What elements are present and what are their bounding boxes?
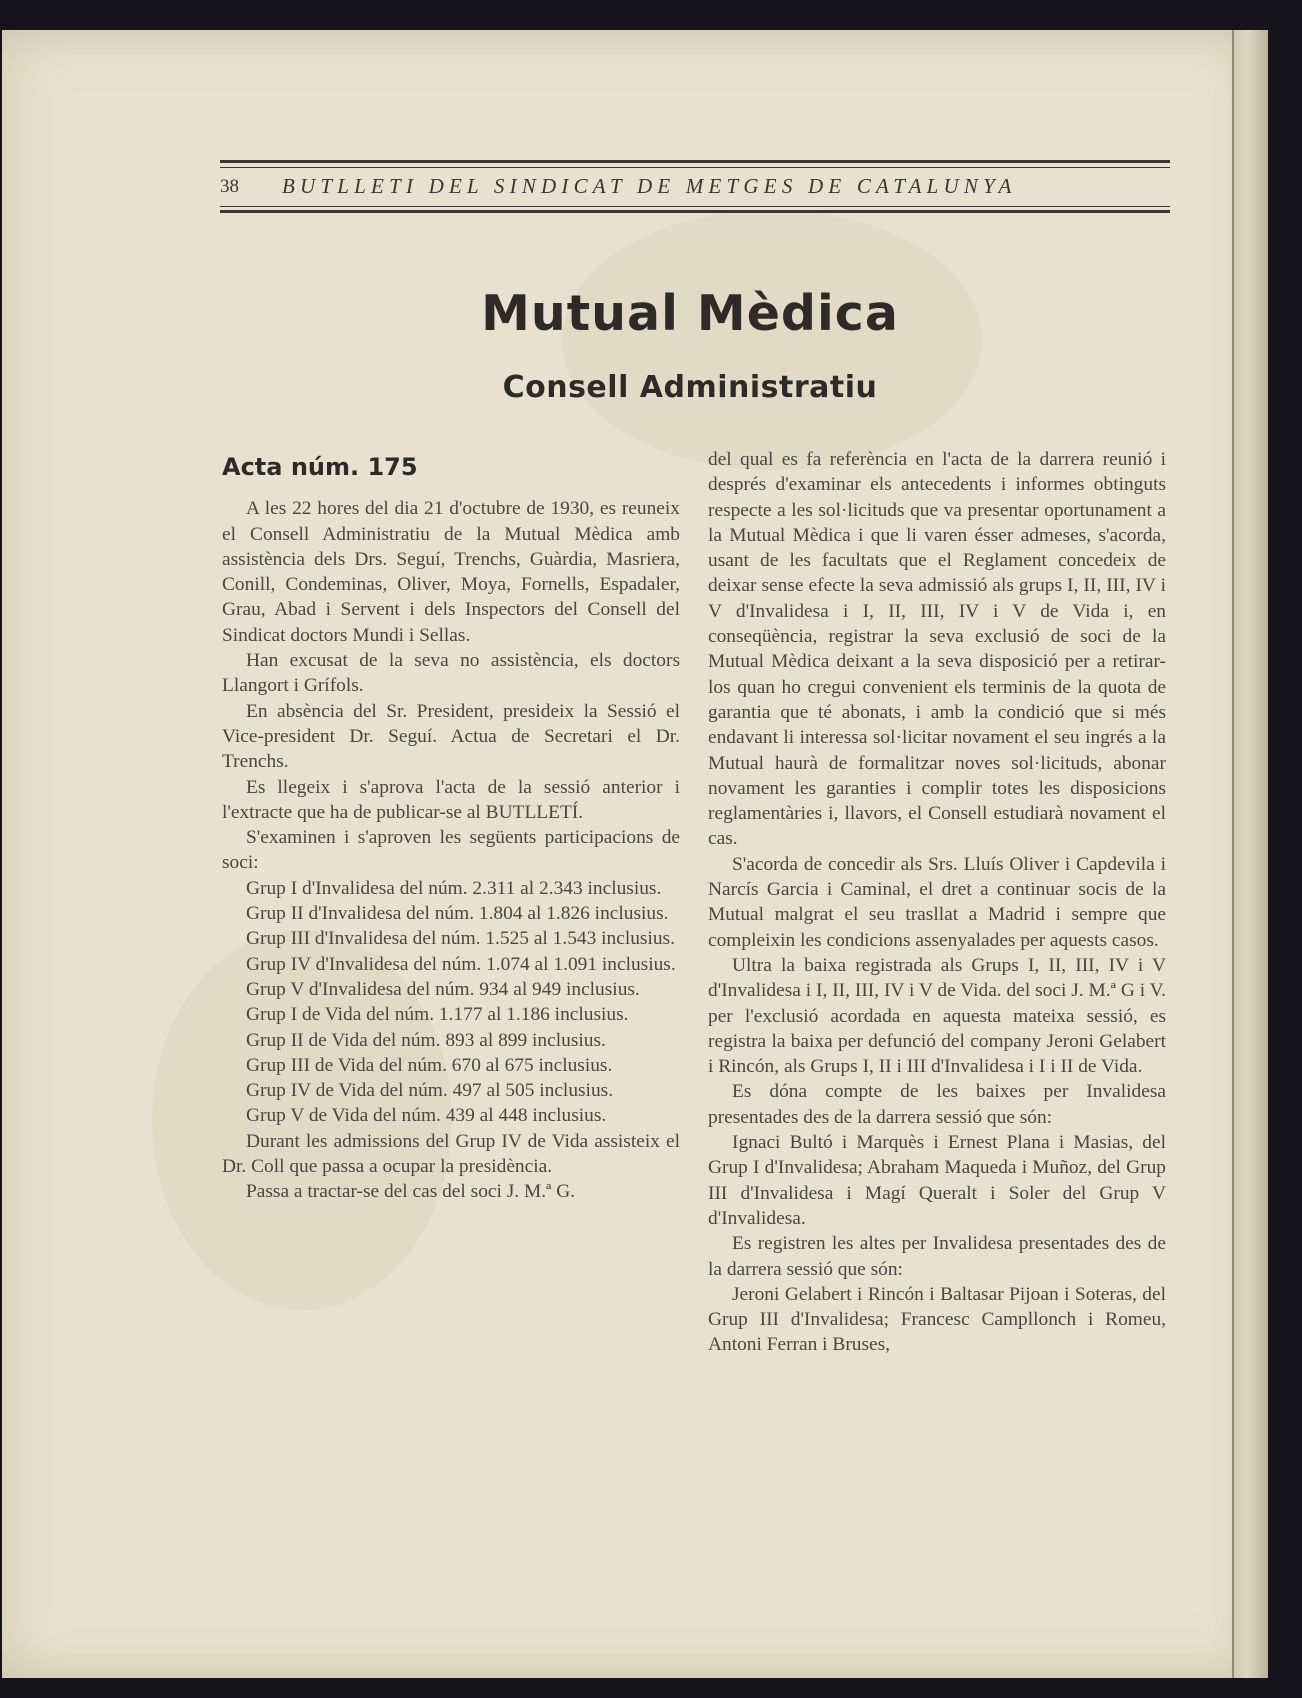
list-item: Grup II de Vida del núm. 893 al 899 inclusius. bbox=[246, 1029, 606, 1051]
header-rule bbox=[220, 206, 1170, 207]
header-rule bbox=[220, 160, 1170, 163]
header-rule bbox=[220, 167, 1170, 168]
running-header bbox=[220, 130, 1170, 214]
paragraph: Han excusat de la seva no assistència, els doctors Llangort i Grífols. bbox=[222, 650, 680, 697]
running-title: BUTLLETI DEL SINDICAT DE METGES DE CATALUNYA bbox=[282, 174, 1017, 198]
paragraph: Durant les admissions del Grup IV de Vida assisteix el Dr. Coll que passa a ocupar la presidència. bbox=[222, 1130, 680, 1178]
list-item: Grup III de Vida del núm. 670 al 675 inclusius. bbox=[246, 1054, 613, 1076]
header-rule bbox=[220, 210, 1170, 213]
left-column bbox=[222, 445, 680, 1205]
paragraph: A les 22 hores del dia 21 d'octubre de 1930, es reuneix el Consell Administratiu de la Mutual Mèdica amb assistència dels Drs. Seguí, Trenchs, Guàrdia, Masriera, Conill, Condeminas, Oliver, Moya, Fornells, Espadaler, Grau, Abad i Servent i dels Inspectors del Consell del Sindicat doctors Mundi i Sellas. bbox=[222, 498, 680, 646]
paragraph: Es registren les altes per Invalidesa presentades des de la darrera sessió que són: bbox=[708, 1233, 1166, 1280]
right-column bbox=[708, 447, 1166, 1358]
paragraph: del qual es fa referència en l'acta de la darrera reunió i després d'examinar els antecedents i informes obtinguts respecte a les sol·licituds que va presentar oportunament a la Mutual Mèdica i que li varen ésser admeses, s'acorda, usant de les facultats que el Reglament concedeix de deixar sense efecte la seva admissió als grups I, II, III, IV i V d'Invalidesa i I, II, III, IV i V de Vida i, en conseqüència, registrar la seva exclusió de soci de la Mutual Mèdica deixant a la seva disposició per a retirar-los quan ho cregui convenient els terminis de la quota de garantia que té abonats, i amb la condició que si més endavant li interessa sol·licitar novament el seu ingrés a la Mutual haurà de formalitzar noves sol·licituds, abonar novament les garanties i complir totes les disposicions reglamentàries i, llavors, el Consell estudiarà novament el cas. bbox=[708, 449, 1166, 850]
list-item: Grup I de Vida del núm. 1.177 al 1.186 inclusius. bbox=[246, 1004, 629, 1026]
list-item: Grup II d'Invalidesa del núm. 1.804 al 1.826 inclusius. bbox=[246, 903, 669, 925]
page-number: 38 bbox=[220, 176, 239, 197]
paragraph: S'acorda de concedir als Srs. Lluís Oliver i Capdevila i Narcís Garcia i Caminal, el dret a continuar socis de la Mutual malgrat el seu trasllat a Madrid i sempre que compleixin les condicions assenyalades per aquests casos. bbox=[708, 853, 1166, 951]
paragraph: Es llegeix i s'aprova l'acta de la sessió anterior i l'extracte que ha de publicar-se al BUTLLETÍ. bbox=[222, 776, 680, 823]
paragraph: En absència del Sr. President, presideix la Sessió el Vice-president Dr. Seguí. Actua de Secretari el Dr. Trenchs. bbox=[222, 700, 680, 773]
list-item: Grup V de Vida del núm. 439 al 448 inclusius. bbox=[246, 1105, 607, 1127]
list-item: Grup IV de Vida del núm. 497 al 505 inclusius. bbox=[246, 1080, 614, 1102]
article-title: Mutual Mèdica bbox=[481, 285, 899, 342]
list-item: Grup III d'Invalidesa del núm. 1.525 al 1.543 inclusius. bbox=[246, 928, 675, 950]
paragraph: S'examinen i s'aproven les següents participacions de soci: bbox=[222, 827, 680, 874]
article-subtitle: Consell Administratiu bbox=[502, 370, 878, 405]
paragraph: Jeroni Gelabert i Rincón i Baltasar Pijoan i Soteras, del Grup III d'Invalidesa; Francesc Campllonch i Romeu, Antoni Ferran i Bruses, bbox=[708, 1283, 1166, 1356]
page-edge bbox=[1232, 30, 1268, 1678]
list-item: Grup I d'Invalidesa del núm. 2.311 al 2.343 inclusius. bbox=[246, 877, 662, 899]
paragraph: Es dóna compte de les baixes per Invalidesa presentades des de la darrera sessió que són: bbox=[708, 1081, 1166, 1128]
list-item: Grup IV d'Invalidesa del núm. 1.074 al 1.091 inclusius. bbox=[246, 953, 676, 975]
paragraph: Passa a tractar-se del cas del soci J. M.ª G. bbox=[246, 1181, 576, 1203]
list-item: Grup V d'Invalidesa del núm. 934 al 949 inclusius. bbox=[246, 978, 640, 1000]
section-heading: Acta núm. 175 bbox=[222, 453, 418, 481]
paragraph: Ultra la baixa registrada als Grups I, II, III, IV i V d'Invalidesa i I, II, III, IV i V de Vida. del soci J. M.ª G i V. per l'exclusió acordada en aquesta mateixa sessió, es registra la baixa per defunció del company Jeroni Gelabert i Rincón, als Grups I, II i III d'Invalidesa i I i II de Vida. bbox=[708, 954, 1166, 1078]
paragraph: Ignaci Bultó i Marquès i Ernest Plana i Masias, del Grup I d'Invalidesa; Abraham Maqueda i Muñoz, del Grup III d'Invalidesa i Magí Queralt i Soler del Grup V d'Invalidesa. bbox=[708, 1132, 1166, 1229]
